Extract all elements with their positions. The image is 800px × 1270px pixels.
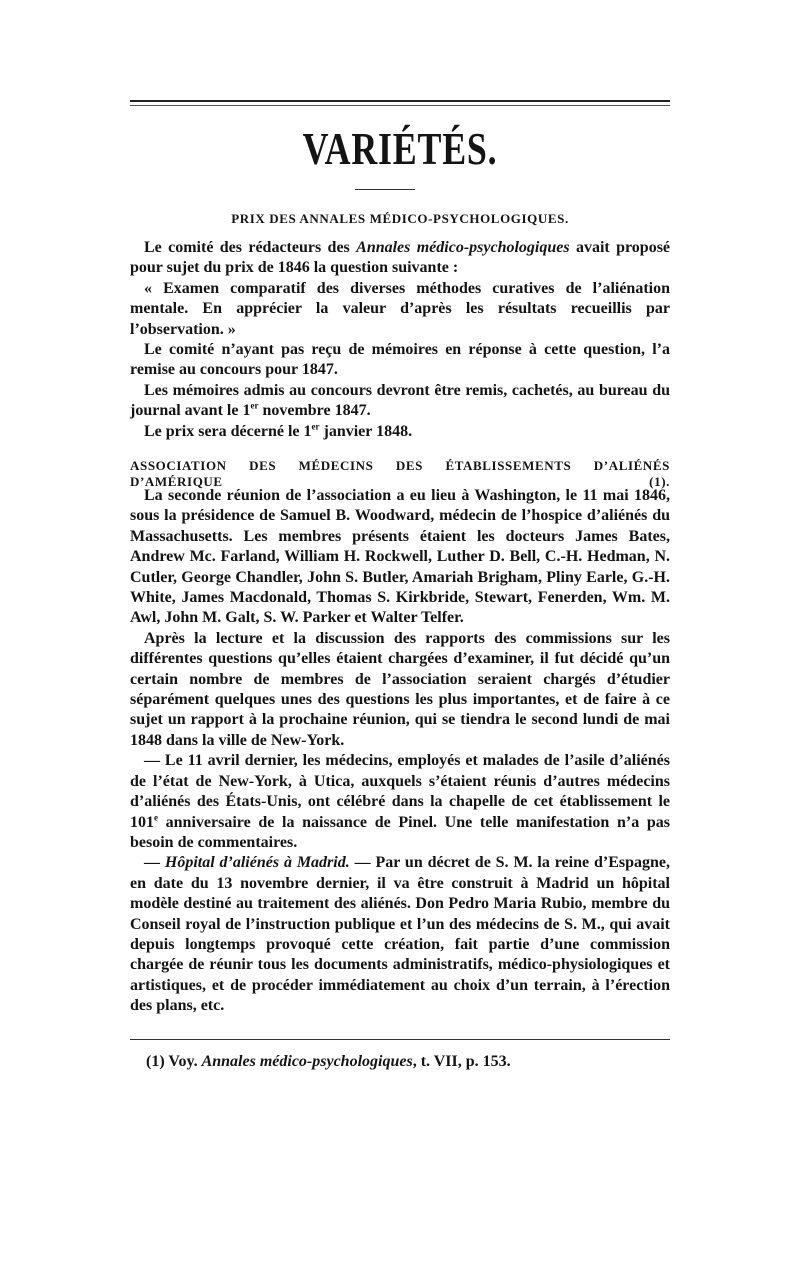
footnote: (1) Voy. Annales médico-psychologiques, t. VII, p. 153.: [146, 1053, 511, 1070]
header-rule-thin: [130, 105, 670, 106]
footnote-rule: [130, 1039, 670, 1040]
paragraph: — Le 11 avril dernier, les médecins, employés et malades de l’asile d’aliénés de l’état de New-York, à Utica, auxquels s’étaient réunis d’autres médecins d’aliénés des États-Unis, ont célébré dans la chapelle de cet établissement le 101e anniversaire de la naissance de Pinel. Une telle manifestation n’a pas besoin de commentaires.: [130, 752, 670, 851]
footnote-journal-title: Annales médico-psychologiques: [201, 1053, 413, 1070]
title-divider: [355, 189, 415, 190]
journal-title: Annales médico-psychologiques: [356, 239, 570, 256]
paragraph: Les mémoires admis au concours devront être remis, cachetés, au bureau du journal avant le 1er novembre 1847.: [130, 381, 670, 420]
section-prix-body: [130, 238, 670, 442]
section-heading-association: ASSOCIATION DES MÉDECINS DES ÉTABLISSEMENTS D’ALIÉNÉS D’AMÉRIQUE (1).: [130, 458, 670, 489]
paragraph: Le comité des rédacteurs des Annales médico-psychologiques avait proposé pour sujet du prix de 1846 la question suivante :: [130, 239, 671, 277]
section-heading-prix: PRIX DES ANNALES MÉDICO-PSYCHOLOGIQUES.: [231, 211, 569, 226]
header-rule: [130, 100, 670, 102]
paragraph: Après la lecture et la discussion des rapports des commissions sur les différentes questions qu’elles étaient chargées d’examiner, il fut décidé qu’un certain nombre de membres de l’association seraient chargés d’étudier séparément quelques unes des questions les plus importantes, et de faire à ce sujet un rapport à la prochaine réunion, qui se tiendra le second lundi de mai 1848 dans la ville de New-York.: [130, 629, 670, 749]
paragraph: Le prix sera décerné le 1er janvier 1848.: [144, 421, 413, 440]
paragraph: — Hôpital d’aliénés à Madrid. — Par un décret de S. M. la reine d’Espagne, en date du 13 novembre dernier, il va être construit à Madrid un hôpital modèle destiné au traitement des aliénés. Don Pedro Maria Rubio, membre du Conseil royal de l’instruction publique et l’un des médecins de S. M., qui avait depuis longtemps provoqué cette création, fait partie d’une commission chargée de réunir tous les documents administratifs, médico-physiologiques et artistiques, et de procéder immédiatement au choix d’un terrain, à l’érection des plans, etc.: [130, 854, 670, 1015]
paragraph: La seconde réunion de l’association a eu lieu à Washington, le 11 mai 1846, sous la présidence de Samuel B. Woodward, médecin de l’hospice d’aliénés du Massachusetts. Les membres présents étaient les docteurs James Bates, Andrew Mc. Farland, William H. Rockwell, Luther D. Bell, C.-H. Hedman, N. Cutler, George Chandler, John S. Butler, Amariah Brigham, Pliny Earle, G.-H. White, James Macdonald, Thomas S. Kirkbride, Stewart, Fenerden, Wm. M. Awl, John M. Galt, S. W. Parker et Walter Telfer.: [130, 487, 670, 627]
section-association-body: [130, 486, 670, 1017]
page-title: VARIÉTÉS.: [302, 123, 498, 174]
paragraph: « Examen comparatif des diverses méthodes curatives de l’aliénation mentale. En apprécier la valeur d’après les résultats recueillis par l’observation. »: [130, 279, 670, 338]
paragraph-lead-title: Hôpital d’aliénés à Madrid.: [164, 854, 350, 872]
paragraph: Le comité n’ayant pas reçu de mémoires en réponse à cette question, l’a remise au concours pour 1847.: [130, 341, 670, 379]
